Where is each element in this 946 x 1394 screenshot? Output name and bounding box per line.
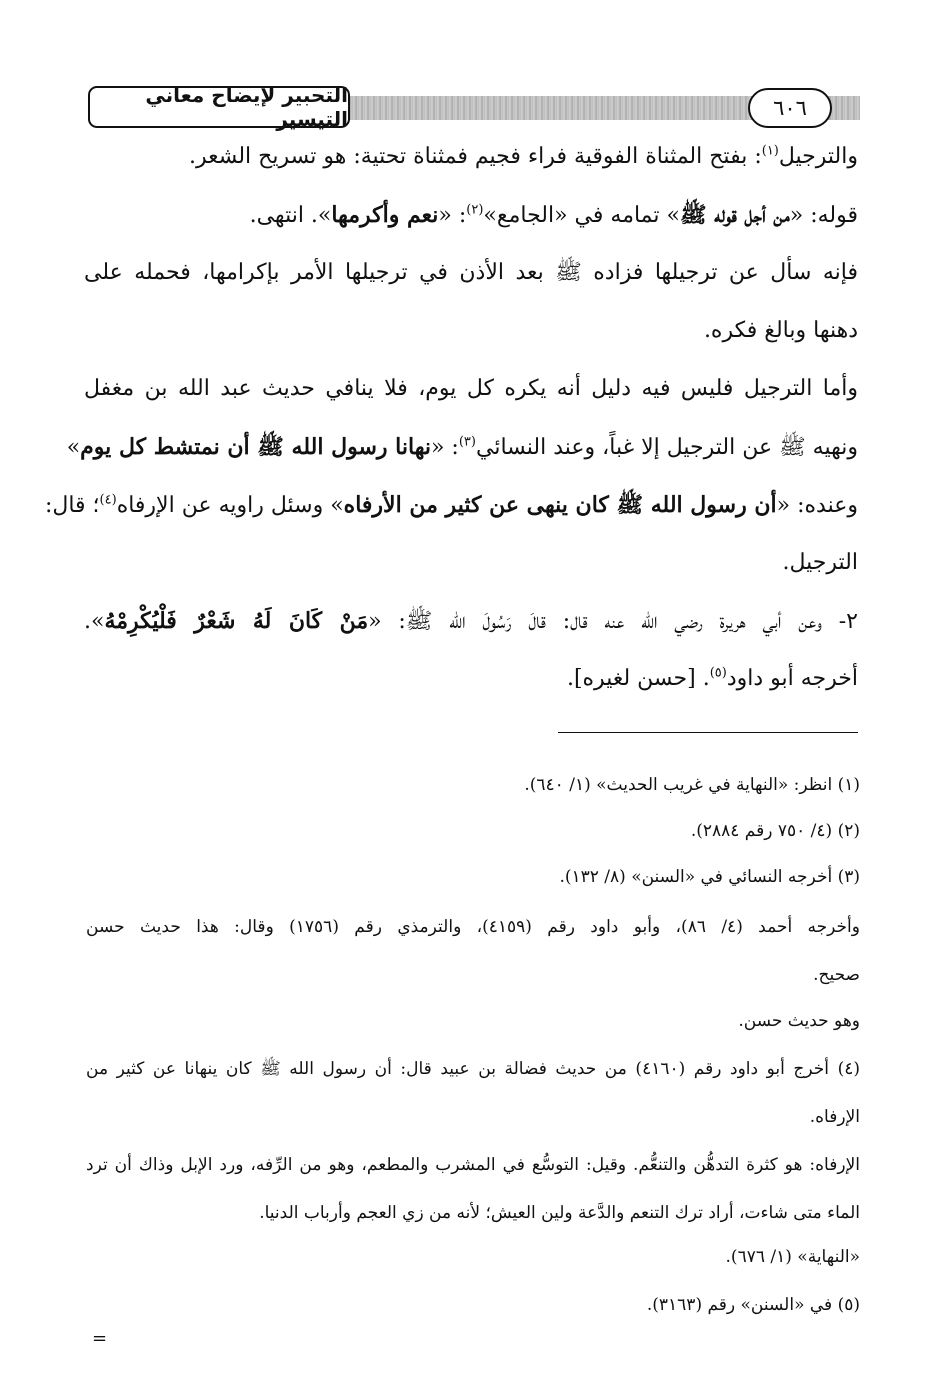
paragraph-line [84, 606, 858, 636]
text-run: : بفتح المثناة الفوقية فراء فجيم فمثناة تحتية: هو تسريح الشعر. [188, 144, 762, 169]
footnote-3-line: وهو حديث حسن. [738, 1011, 860, 1031]
footnote-3: (٣) أخرجه النسائي في «السنن» (٨/ ١٣٢). [559, 867, 860, 887]
footnote-2: (٢) (٤/ ٧٥٠ رقم ٢٨٨٤). [690, 821, 860, 841]
text-run: ». انتهى. [249, 203, 332, 228]
text-run: » وسئل راويه عن الإرفاه [116, 493, 344, 518]
footnote-4-line: الماء متى شاءت، أراد ترك التنعم والدَّعة ولين العيش؛ لأنه من زي العجم وأرباب الدنيا. [259, 1203, 860, 1223]
paragraph-line: فإنه سأل عن ترجيلها فزاده ﷺ بعد الأذن في ترجيلها الأمر بإكرامها، فحمله على [84, 260, 858, 285]
quoted-text: نهانا رسول الله ﷺ أن نمتشط كل يوم [80, 434, 431, 460]
hadith-text: مَنْ كَانَ لَهُ شَعْرٌ فَلْيُكْرِمْهُ [104, 608, 369, 634]
paragraph-line [84, 664, 858, 694]
text-run: ؛ قال: [44, 493, 100, 518]
paragraph-line [84, 200, 858, 230]
footnote-4-line: الإرفاه. [809, 1107, 860, 1127]
footnote-3-line: وأخرجه أحمد (٤/ ٨٦)، وأبو داود رقم (٤١٥٩)، والترمذي رقم (١٧٥٦) وقال: هذا حديث حسن [86, 917, 860, 937]
text-run: : « [438, 203, 467, 228]
text-run: وعنده: « [776, 493, 858, 518]
book-title: التحبير لإيضاح معاني التيسير [88, 86, 350, 128]
text-run: والترجيل [778, 144, 858, 169]
text-run: أخرجه أبو داود [726, 666, 858, 691]
footnote-ref: (٤) [99, 492, 117, 508]
text-run: قوله: « [789, 203, 858, 228]
footnote-continuation-mark: = [92, 1328, 108, 1349]
text-run: ونهيه ﷺ عن الترجيل إلا غباً، وعند النسائي [475, 435, 858, 460]
footnote-4-line: الإرفاه: هو كثرة التدهُّن والتنعُّم. وقيل: التوسُّع في المشرب والمطعم، وهو من الرِّفه، ورد الإبل وذاك أن ترد [86, 1155, 860, 1175]
text-run: » تمامه في «الجامع» [483, 203, 680, 228]
footnote-3-line: صحيح. [813, 965, 860, 985]
quoted-text: نعم وأكرمها [331, 202, 439, 228]
text-run: ٢- وعن أبي هريرة رضي الله عنه قال: قالَ رَسُولَ الله ﷺ: « [368, 609, 858, 634]
text-run: » [66, 435, 81, 460]
quoted-text: أن رسول الله ﷺ كان ينهى عن كثير من الأرفاه [343, 492, 777, 518]
page-header [88, 83, 860, 132]
footnote-4: (٤) أخرج أبو داود رقم (٤١٦٠) من حديث فضالة بن عبيد قال: أن رسول الله ﷺ كان ينهانا عن كثير من [86, 1059, 860, 1079]
text-run: . [حسن لغيره]. [566, 666, 710, 691]
text-run: ». [84, 609, 105, 634]
paragraph-line: الترجيل. [782, 550, 858, 575]
footnote-ref: (٢) [466, 202, 484, 218]
page-number: ٦٠٦ [748, 88, 832, 128]
paragraph-line: وأما الترجيل فليس فيه دليل أنه يكره كل يوم، فلا ينافي حديث عبد الله بن مغفل [84, 376, 858, 401]
footnote-4-line: «النهاية» (١/ ٦٧٦). [725, 1247, 860, 1267]
footnote-ref: (٣) [458, 434, 476, 450]
footnote-ref: (١) [761, 143, 779, 159]
paragraph-line [84, 142, 858, 172]
quoted-text: من أجل قوله ﷺ [679, 202, 790, 228]
footnote-ref: (٥) [709, 665, 727, 681]
paragraph-line [66, 432, 858, 462]
footnote-1: (١) انظر: «النهاية في غريب الحديث» (١/ ٦٤٠). [524, 775, 860, 795]
footnote-5: (٥) في «السنن» رقم (٣١٦٣). [646, 1295, 860, 1315]
paragraph-line [44, 490, 858, 520]
paragraph-line: دهنها وبالغ فكره. [703, 318, 858, 343]
text-run: : « [430, 435, 459, 460]
footnote-separator [558, 732, 858, 733]
